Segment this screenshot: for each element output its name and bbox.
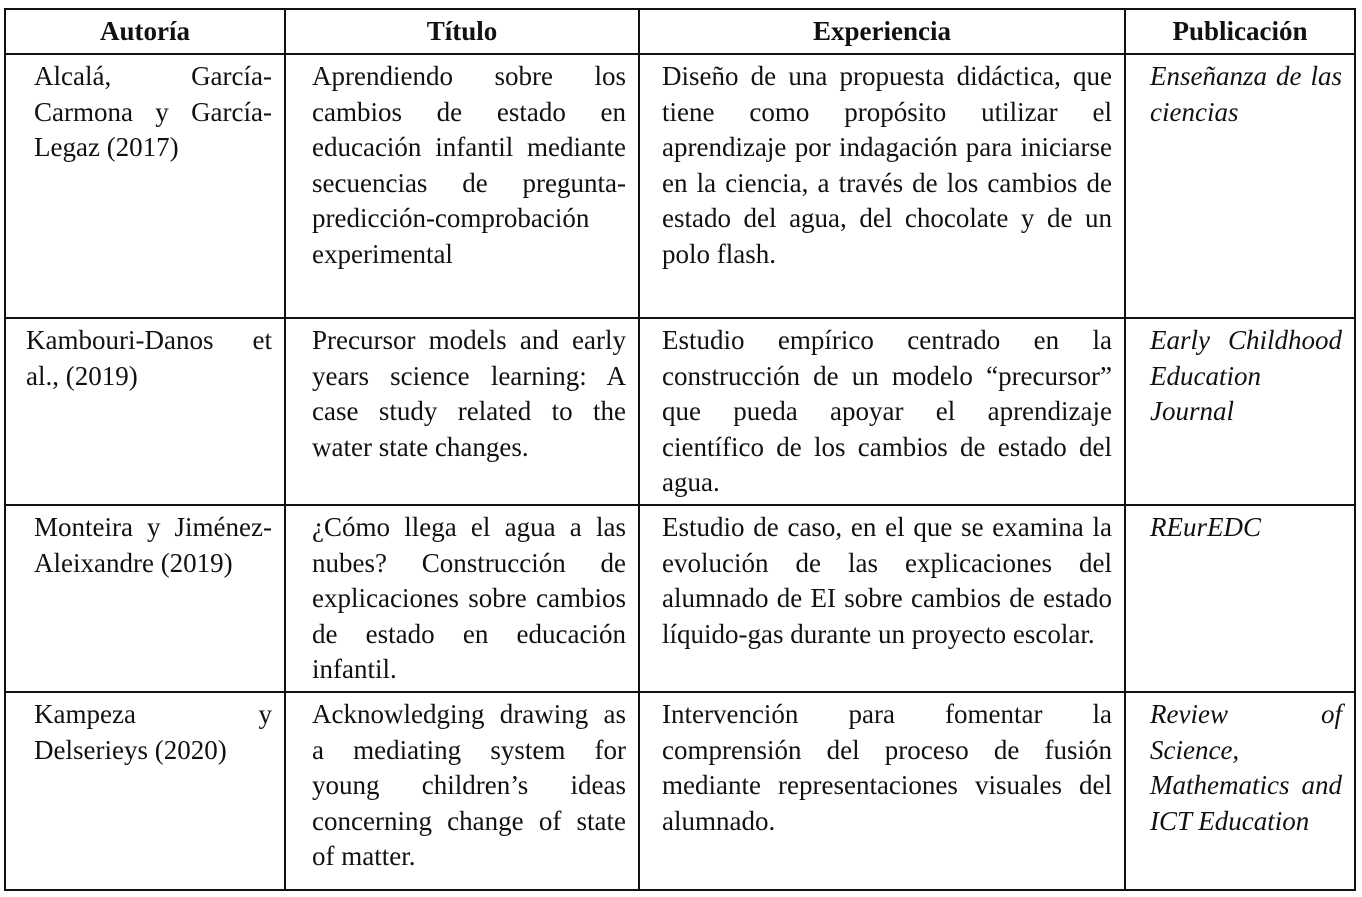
cell-experiencia: Estudio empírico centrado en la construcción de un modelo “precursor” que pueda apoyar el aprendizaje científico de los cambios de estado del agua. (639, 318, 1125, 505)
cell-publicacion: Review of Science, Mathematics and ICT Education (1125, 692, 1355, 890)
cell-experiencia: Estudio de caso, en el que se examina la evolución de las explicaciones del alumnado de EI sobre cambios de estado líquido-gas durante un proyecto escolar. (639, 505, 1125, 692)
cell-titulo: Acknowledging drawing as a mediating system for young children’s ideas concerning change of state of matter. (285, 692, 639, 890)
table-row (5, 54, 1355, 318)
cell-publicacion: Early Childhood Education Journal (1125, 318, 1355, 505)
table-row (5, 692, 1355, 890)
cell-autoria: Alcalá, García-Carmona y García-Legaz (2017) (5, 54, 285, 318)
cell-publicacion: Enseñanza de las ciencias (1125, 54, 1355, 318)
table-row (5, 318, 1355, 505)
header-autoria: Autoría (5, 9, 285, 54)
header-experiencia: Experiencia (639, 9, 1125, 54)
cell-autoria: Kambouri-Danos et al., (2019) (5, 318, 285, 505)
cell-titulo: Precursor models and early years science learning: A case study related to the water state changes. (285, 318, 639, 505)
header-titulo: Título (285, 9, 639, 54)
header-publicacion: Publicación (1125, 9, 1355, 54)
cell-autoria: Monteira y Jiménez-Aleixandre (2019) (5, 505, 285, 692)
cell-titulo: ¿Cómo llega el agua a las nubes? Construcción de explicaciones sobre cambios de estado en educación infantil. (285, 505, 639, 692)
cell-experiencia: Intervención para fomentar la comprensión del proceso de fusión mediante representaciones visuales del alumnado. (639, 692, 1125, 890)
literature-review-table (4, 8, 1356, 891)
table-row (5, 505, 1355, 692)
cell-autoria: Kampeza y Delserieys (2020) (5, 692, 285, 890)
cell-experiencia: Diseño de una propuesta didáctica, que tiene como propósito utilizar el aprendizaje por indagación para iniciarse en la ciencia, a través de los cambios de estado del agua, del chocolate y de un polo flash. (639, 54, 1125, 318)
cell-titulo: Aprendiendo sobre los cambios de estado en educación infantil mediante secuencias de pregunta-predicción-comprobación experimental (285, 54, 639, 318)
header-row (5, 9, 1355, 54)
cell-publicacion: REurEDC (1125, 505, 1355, 692)
